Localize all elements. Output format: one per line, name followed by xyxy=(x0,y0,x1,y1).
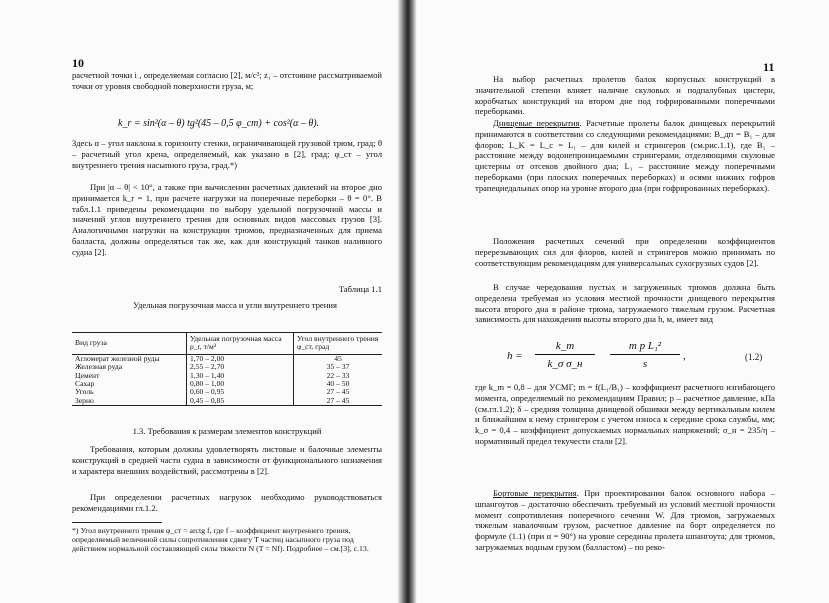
para4-text: При определении расчетных нагрузок необходимо руководствоваться рекомендациями гл.1.2. xyxy=(72,492,382,513)
side-structures-term: Бортовые перекрытия xyxy=(493,488,577,498)
footnote-rule xyxy=(72,522,162,523)
r-para3-text: Положения расчетных сечений при определении коэффициентов перерезывающих сил для флоров, килей и стрингеров можно принимать по соответствующим рекомендациям для универсальных сухогрузных судов [2]. xyxy=(475,236,775,268)
cell-mass: 0,45 – 0,85 xyxy=(187,397,294,406)
footnote: *) Угол внутреннего трения φ_ст = arctg f, где f – коэффициент внутреннего трения, определяемый величиной силы сопротивления сдвигу T частиц насыпного груза под действием нормальной составляющей силы тяжести N (T = Nf). Подробнее – см.[3], с.13. xyxy=(72,526,369,553)
cell-name: Зерно xyxy=(72,397,187,406)
cell-angle: 45 xyxy=(294,354,383,363)
cell-mass: 2,55 – 2,70 xyxy=(187,363,294,371)
left-intro xyxy=(72,70,382,92)
table-header-row xyxy=(72,333,382,355)
right-para6 xyxy=(475,488,775,553)
cell-name: Железная руда xyxy=(75,362,123,372)
table-row xyxy=(72,397,382,406)
r-para2-text xyxy=(475,118,775,194)
r-para6-rest: . При проектировании балок основного набора – шпангоутов – достаточно обеспечить требуемый из условий местной прочности момент сопротивления поперечного сечения W. Для трюмов, загружаемых тяжелым навалочным грузом, расчетное давление на борт определяется по формуле (1.1) (при α = 90°) на уровне середины пролета шпангоута; для трюмов, загружаемых водным грузом (балластом) – по реко- xyxy=(475,488,775,552)
right-para3 xyxy=(475,236,775,268)
cell-name: Уголь xyxy=(75,387,94,397)
left-para1 xyxy=(72,138,382,170)
eq-num2: m p L₁² xyxy=(628,340,662,352)
cell-mass: 0,80 – 1,00 xyxy=(187,380,294,388)
eq-den2: s xyxy=(642,358,648,370)
right-para4 xyxy=(475,282,775,325)
bottom-structures-term: Днищевые перекрытия xyxy=(493,118,580,128)
right-para1 xyxy=(475,74,775,117)
intro-text: расчетной точки i , определяемая согласно [2], м/с²; z₁ – отстояние рассматриваемой точки от уровня свободной поверхности груза, м; xyxy=(72,70,382,91)
left-para2 xyxy=(72,182,382,258)
left-para3 xyxy=(72,444,382,476)
section-heading: 1.3. Требования к размерам элементов конструкций xyxy=(132,426,322,436)
cell-angle: 40 – 50 xyxy=(294,380,383,388)
para1-text: Здесь α – угол наклона к горизонту стенки, ограничивающей грузовой трюм, град; θ – расчетный угол крена, определяемый, как указано в [2], град; φ_ст – угол внутреннего трения насыпного груза, град.*) xyxy=(72,138,382,170)
para2-text: При |α – θ| < 10°, а также при вычислении расчетных давлений на второе дно принимается k_r = 1, при расчете нагрузки на поперечные переборки – θ = 0°. В табл.1.1 приведены рекомендации по выбору удельной погрузочной массы и значений углов внутреннего трения для основных видов массовых грузов [3]. Аналогичными нагрузки на конструкции трюмов, предназначенных для приема балласта, должны определяться так же, как для конструкций танков наливного судна [2]. xyxy=(72,182,382,257)
cell-mass: 1,30 – 1,40 xyxy=(187,372,294,380)
cell-angle: 22 – 33 xyxy=(294,372,383,380)
equation-number: (1.2) xyxy=(745,352,763,362)
left-para4 xyxy=(72,492,382,514)
right-page xyxy=(415,0,829,603)
r-para1-text: На выбор расчетных пролетов балок корпусных конструкций в значительной степени влияет наличие скуловых и подпалубных цистерн, коробчатых конструкций на втором дне под гофрированными поперечными переборками. xyxy=(475,74,775,117)
table-label: Таблица 1.1 xyxy=(338,284,382,294)
r-para5-text: где k_m = 0,8 – для УСМГ; m = f(L₁/B₁) – коэффициент расчетного изгибающего момента, определяемый по рекомендациям Правил; p – расчетное давление, кПа (см.гл.1.2); δ – средняя толщина днищевой обшивки между вертикальным килем и ближайшим к нему стрингером с учетом износа к середине срока службы, мм; k_σ = 0,4 – коэффициент допускаемых нормальных напряжений; σ_н = 235/η – нормативный предел текучести стали [2]. xyxy=(475,382,775,446)
cell-name: Агломерат железной руды xyxy=(75,353,160,363)
cell-angle: 27 – 45 xyxy=(294,388,383,396)
left-page-number: 10 xyxy=(72,56,84,70)
para3-text: Требования, которым должны удовлетворять листовые и балочные элементы конструкций в средней части судна в зависимости от функционального назначения и характера внешних воздействий, рассмотрены в [2]. xyxy=(72,444,382,476)
left-page xyxy=(0,0,405,603)
r-para2-rest: . Расчетные пролеты балок днищевых перекрытий принимаются в соответствии со следующими рекомендациями: B_дп = B₁ – для флоров; L_K = L_c = L₁ – для килей и стрингеров (см.рис.1.1), где B₁ – расстояние между водонепроницаемыми стрингерами, отделяющими скуловые цистерны от отсеков двойного дна; L₁ – расстояние между поперечными переборками (при плоских поперечных переборках) и осями нижних гофров трапециедальных опор на уровне второго дна (при гофрированных переборках). xyxy=(475,118,776,193)
cell-name: Цемент xyxy=(75,370,100,380)
cell-mass: 0,60 – 0,95 xyxy=(187,388,294,396)
eq-tail: , xyxy=(683,350,686,362)
cell-mass: 1,70 – 2,00 xyxy=(187,354,294,363)
cell-angle: 35 – 37 xyxy=(294,363,383,371)
r-para4-text: В случае чередования пустых и загруженных трюмов должна быть определена требуемая из условия местной прочности днищевого перекрытия высота второго дна в районе трюма, загружаемого тяжелым грузом. Расчетная зависимость для нахождения высоты второго дна h, м, имеет вид xyxy=(475,282,775,325)
book-gutter xyxy=(397,0,417,603)
r-para6-text xyxy=(475,488,775,553)
right-para5 xyxy=(475,382,775,447)
right-para2 xyxy=(475,118,775,194)
col-cargo-type: Вид груза xyxy=(72,333,187,355)
cell-angle: 27 – 45 xyxy=(294,397,383,406)
eq-num1: k_m xyxy=(555,340,575,352)
kr-formula: k_r = sin²(α – θ) tg²(45 – 0,5 φ_ст) + cos²(α – θ). xyxy=(118,118,320,129)
eq-bar1 xyxy=(535,346,595,347)
col-friction-angle: Угол внутреннего трения φ_ст, град xyxy=(294,333,383,355)
eq-lhs: h = xyxy=(507,350,523,362)
cell-name: Сахар xyxy=(75,379,95,389)
eq-bar2 xyxy=(610,346,680,347)
eq-den1: k_σ σ_н xyxy=(547,358,583,370)
col-loading-mass: Удельная погрузочная масса ρ_r, т/м³ xyxy=(187,333,294,355)
right-page-number: 11 xyxy=(763,60,775,74)
cargo-table xyxy=(72,332,382,406)
table-caption: Удельная погрузочная масса и угли внутреннего трения xyxy=(133,300,337,310)
